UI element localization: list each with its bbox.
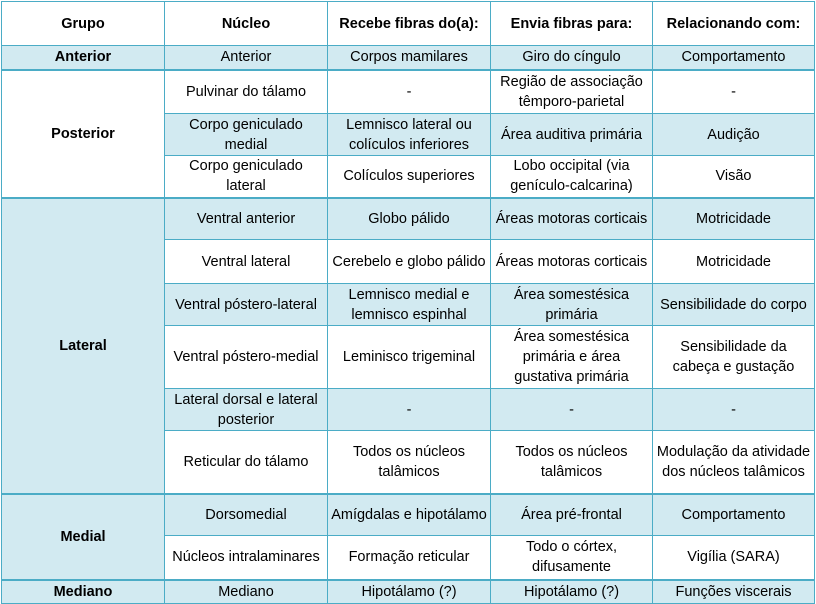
table-row [2, 580, 815, 604]
header-relaciona: Relacionando com: [653, 2, 815, 46]
cell-relaciona: Modulação da atividade dos núcleos talâmicos [653, 431, 815, 494]
cell-relaciona: Motricidade [653, 240, 815, 284]
group-medial: Medial [2, 494, 165, 580]
cell-relaciona: Motricidade [653, 198, 815, 240]
cell-relaciona: Comportamento [653, 46, 815, 70]
cell-nucleo: Ventral póstero-lateral [165, 284, 328, 326]
cell-relaciona: Comportamento [653, 494, 815, 536]
cell-recebe: - [328, 389, 491, 431]
cell-relaciona: Vigília (SARA) [653, 536, 815, 580]
cell-recebe: Formação reticular [328, 536, 491, 580]
cell-nucleo: Ventral anterior [165, 198, 328, 240]
cell-recebe: Cerebelo e globo pálido [328, 240, 491, 284]
cell-recebe: Todos os núcleos talâmicos [328, 431, 491, 494]
cell-envia: Todos os núcleos talâmicos [491, 431, 653, 494]
cell-recebe: Lemnisco lateral ou colículos inferiores [328, 114, 491, 156]
cell-relaciona: - [653, 70, 815, 114]
cell-relaciona: Visão [653, 156, 815, 198]
cell-nucleo: Corpo geniculado lateral [165, 156, 328, 198]
cell-recebe: Colículos superiores [328, 156, 491, 198]
cell-relaciona: Funções viscerais [653, 580, 815, 604]
cell-relaciona: Sensibilidade da cabeça e gustação [653, 326, 815, 389]
cell-nucleo: Ventral póstero-medial [165, 326, 328, 389]
cell-envia: Giro do cíngulo [491, 46, 653, 70]
group-anterior: Anterior [2, 46, 165, 70]
cell-envia: Hipotálamo (?) [491, 580, 653, 604]
cell-nucleo: Ventral lateral [165, 240, 328, 284]
cell-envia: Áreas motoras corticais [491, 198, 653, 240]
table-row [2, 46, 815, 70]
cell-relaciona: Sensibilidade do corpo [653, 284, 815, 326]
header-nucleo: Núcleo [165, 2, 328, 46]
cell-relaciona: Audição [653, 114, 815, 156]
table-row [2, 494, 815, 536]
cell-nucleo: Dorsomedial [165, 494, 328, 536]
cell-envia: Áreas motoras corticais [491, 240, 653, 284]
cell-envia: Todo o córtex, difusamente [491, 536, 653, 580]
cell-nucleo: Corpo geniculado medial [165, 114, 328, 156]
cell-recebe: Globo pálido [328, 198, 491, 240]
group-lateral: Lateral [2, 198, 165, 494]
group-posterior: Posterior [2, 70, 165, 198]
cell-envia: Área somestésica primária [491, 284, 653, 326]
cell-recebe: Leminisco trigeminal [328, 326, 491, 389]
cell-nucleo: Pulvinar do tálamo [165, 70, 328, 114]
table-row [2, 198, 815, 240]
cell-nucleo: Anterior [165, 46, 328, 70]
header-recebe: Recebe fibras do(a): [328, 2, 491, 46]
cell-nucleo: Núcleos intralaminares [165, 536, 328, 580]
header-row [2, 2, 815, 46]
cell-nucleo: Mediano [165, 580, 328, 604]
cell-recebe: Amígdalas e hipotálamo [328, 494, 491, 536]
cell-envia: Região de associação têmporo-parietal [491, 70, 653, 114]
group-mediano: Mediano [2, 580, 165, 604]
header-envia: Envia fibras para: [491, 2, 653, 46]
cell-recebe: - [328, 70, 491, 114]
cell-envia: Lobo occipital (via genículo-calcarina) [491, 156, 653, 198]
cell-envia: Área auditiva primária [491, 114, 653, 156]
cell-recebe: Corpos mamilares [328, 46, 491, 70]
cell-nucleo: Lateral dorsal e lateral posterior [165, 389, 328, 431]
cell-recebe: Hipotálamo (?) [328, 580, 491, 604]
cell-envia: - [491, 389, 653, 431]
cell-relaciona: - [653, 389, 815, 431]
cell-nucleo: Reticular do tálamo [165, 431, 328, 494]
thalamic-nuclei-table [1, 1, 815, 604]
header-grupo: Grupo [2, 2, 165, 46]
table-row [2, 70, 815, 114]
cell-recebe: Lemnisco medial e lemnisco espinhal [328, 284, 491, 326]
cell-envia: Área pré-frontal [491, 494, 653, 536]
cell-envia: Área somestésica primária e área gustativa primária [491, 326, 653, 389]
